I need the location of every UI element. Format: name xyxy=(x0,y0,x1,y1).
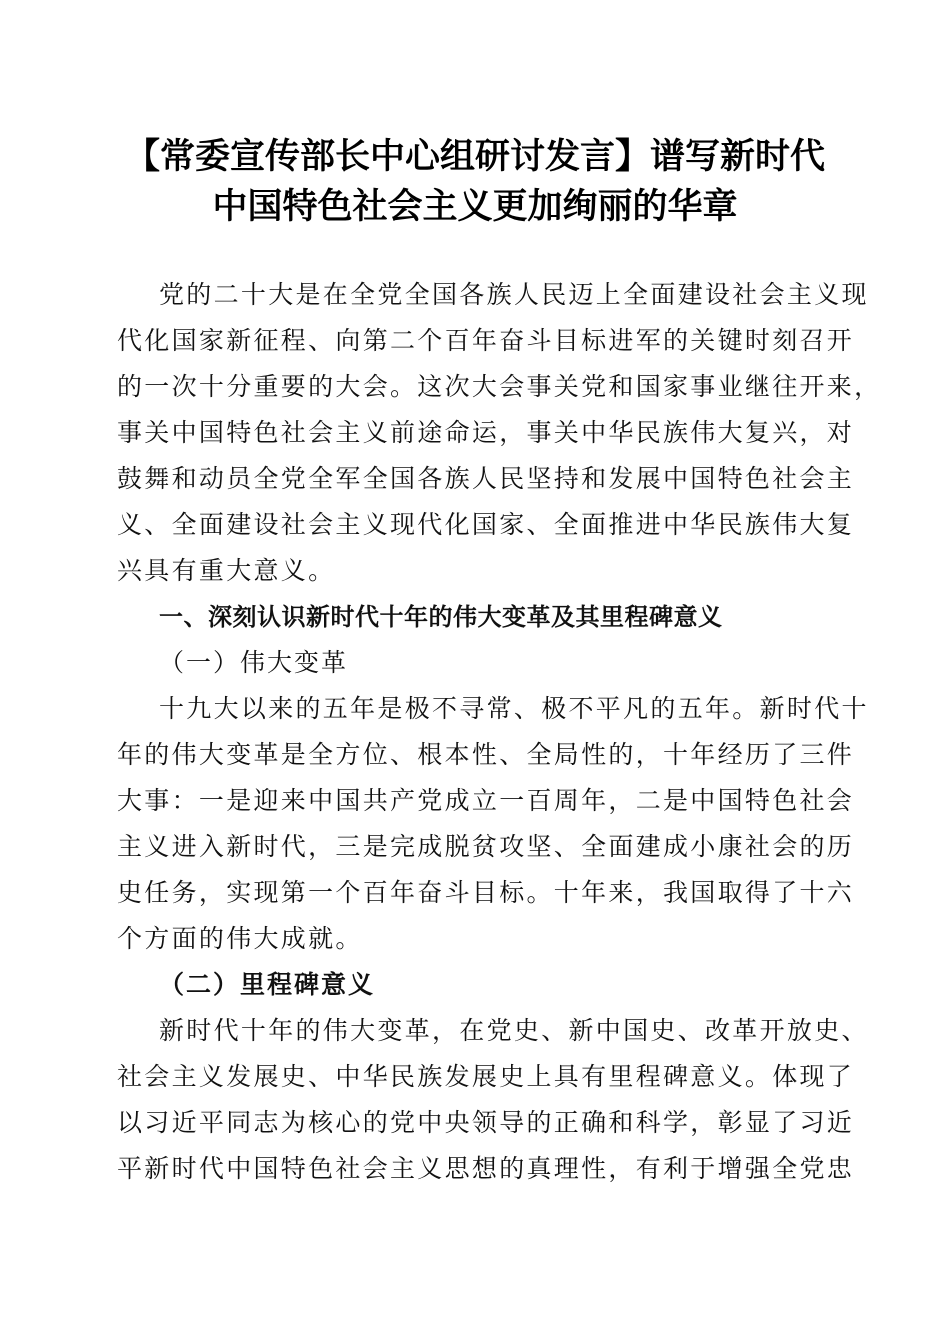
intro-line: 的一次十分重要的大会。这次大会事关党和国家事业继往开来， xyxy=(117,372,882,401)
subsection-1-paragraph xyxy=(117,686,869,962)
paragraph-line: 以习近平同志为核心的党中央领导的正确和科学，彰显了习近 xyxy=(117,1108,855,1137)
section-heading-1: 一、深刻认识新时代十年的伟大变革及其里程碑意义 xyxy=(159,603,723,631)
document-title xyxy=(100,132,850,232)
paragraph-line: 大事：一是迎来中国共产党成立一百周年，二是中国特色社会 xyxy=(117,786,855,815)
subsection-heading-2: （二）里程碑意义 xyxy=(159,970,376,999)
paragraph-line: 史任务，实现第一个百年奋斗目标。十年来，我国取得了十六 xyxy=(117,878,855,907)
intro-line: 事关中国特色社会主义前途命运，事关中华民族伟大复兴，对 xyxy=(117,418,855,447)
paragraph-line: 个方面的伟大成就。 xyxy=(117,924,363,953)
paragraph-line: 主义进入新时代，三是完成脱贫攻坚、全面建成小康社会的历 xyxy=(117,832,855,861)
title-line-1: 【常委宣传部长中心组研讨发言】谱写新时代 xyxy=(124,137,825,177)
paragraph-line: 社会主义发展史、中华民族发展史上具有里程碑意义。体现了 xyxy=(117,1062,855,1091)
intro-line: 代化国家新征程、向第二个百年奋斗目标进军的关键时刻召开 xyxy=(117,326,855,355)
paragraph-line: 平新时代中国特色社会主义思想的真理性，有利于增强全党忠 xyxy=(117,1154,855,1183)
intro-line: 义、全面建设社会主义现代化国家、全面推进中华民族伟大复 xyxy=(117,510,855,539)
paragraph-line: 新时代十年的伟大变革，在党史、新中国史、改革开放史、 xyxy=(159,1016,869,1045)
intro-paragraph xyxy=(117,272,882,594)
paragraph-line: 年的伟大变革是全方位、根本性、全局性的，十年经历了三件 xyxy=(117,740,855,769)
title-line-2: 中国特色社会主义更加绚丽的华章 xyxy=(212,187,738,227)
intro-line: 兴具有重大意义。 xyxy=(117,556,336,585)
subsection-heading-1: （一）伟大变革 xyxy=(159,648,349,677)
intro-line: 鼓舞和动员全党全军全国各族人民坚持和发展中国特色社会主 xyxy=(117,464,855,493)
subsection-2-paragraph xyxy=(117,1008,869,1192)
paragraph-line: 十九大以来的五年是极不寻常、极不平凡的五年。新时代十 xyxy=(159,694,869,723)
document-body xyxy=(117,272,882,1192)
intro-line: 党的二十大是在全党全国各族人民迈上全面建设社会主义现 xyxy=(159,280,869,309)
